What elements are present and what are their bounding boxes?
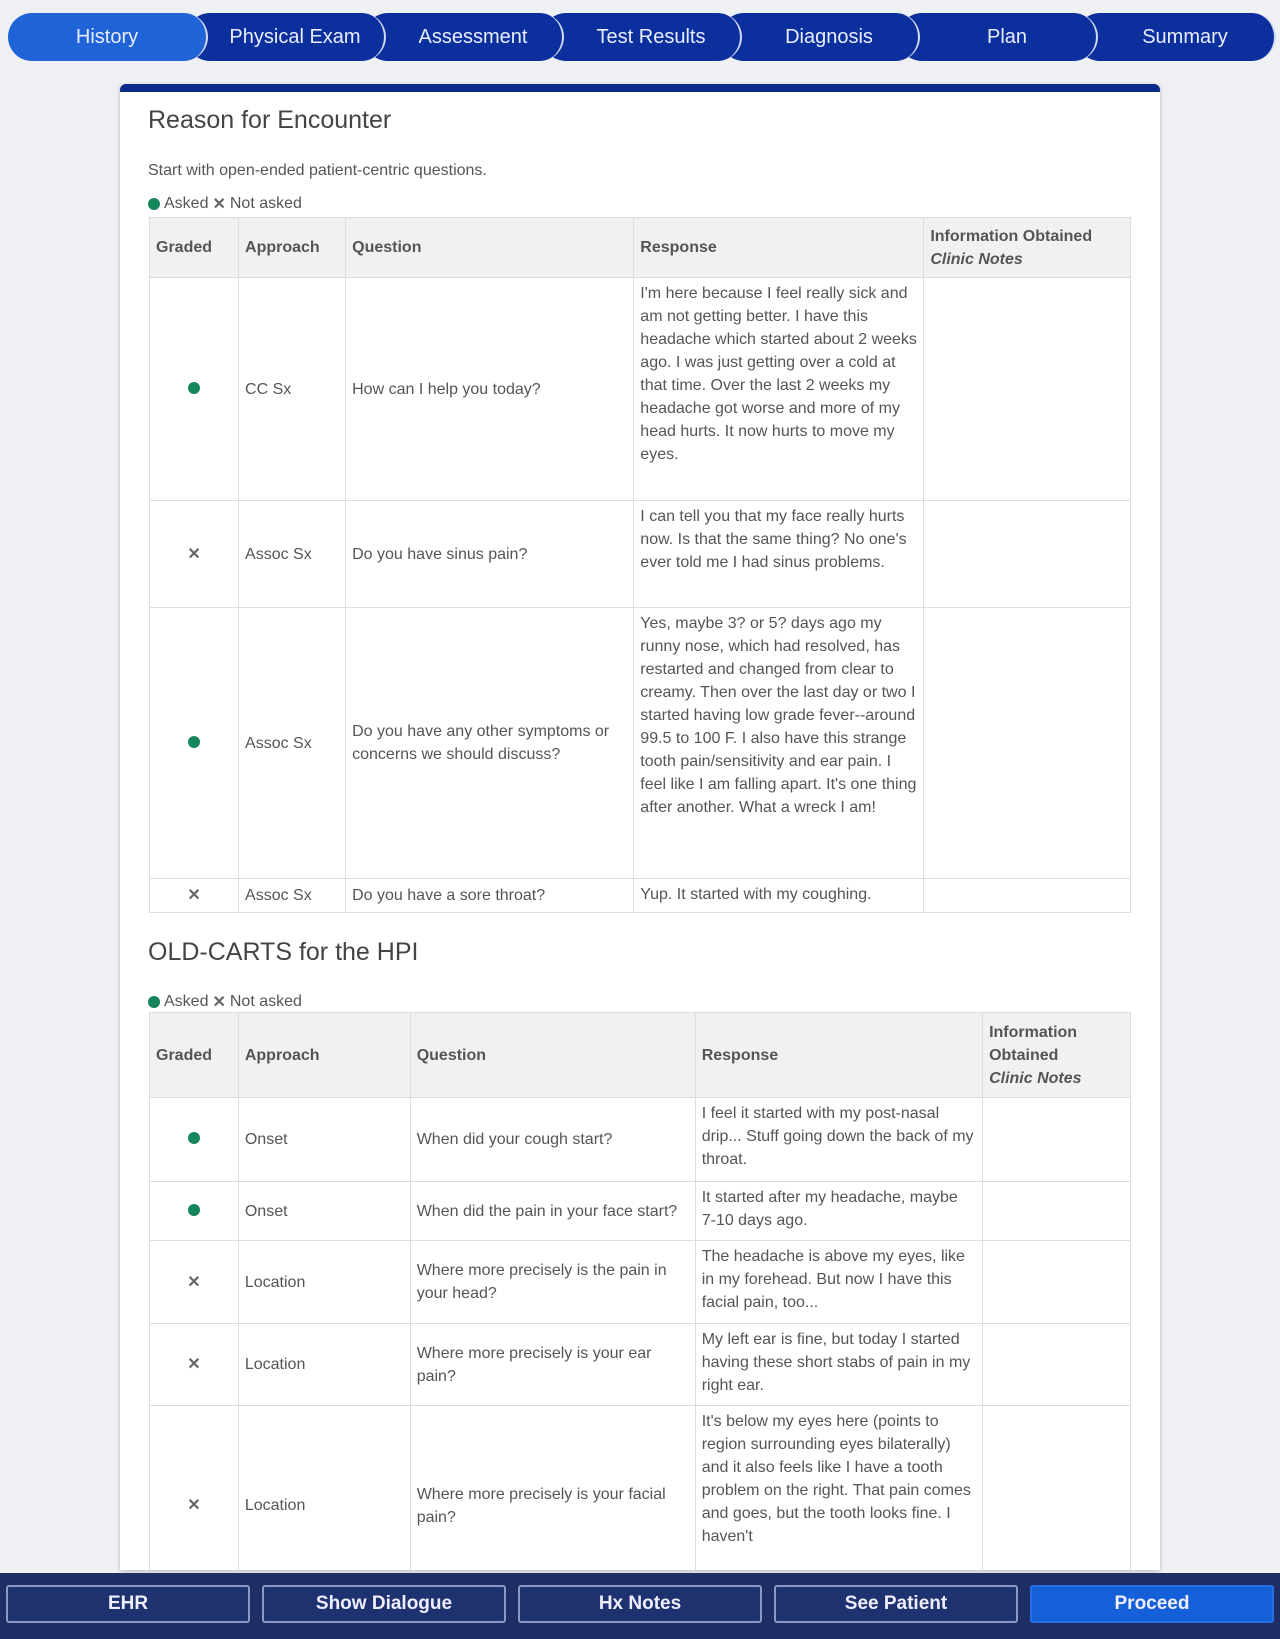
question-cell: Do you have sinus pain? — [346, 501, 634, 608]
table-row — [150, 608, 1131, 879]
question-cell: When did your cough start? — [410, 1098, 695, 1182]
not-asked-x-icon: ✕ — [187, 1273, 201, 1291]
asked-dot-icon — [188, 382, 200, 394]
question-cell: When did the pain in your face start? — [410, 1182, 695, 1241]
question-cell: Do you have any other symptoms or concerns we should discuss? — [346, 608, 634, 879]
column-header: Response — [634, 218, 924, 278]
tab-test-results[interactable]: Test Results — [542, 13, 742, 61]
clinic-notes-cell[interactable] — [983, 1324, 1131, 1406]
table-row — [150, 879, 1131, 913]
column-header: Graded — [150, 1013, 239, 1098]
column-header: Approach — [238, 1013, 410, 1098]
table-row — [150, 1406, 1131, 1571]
not-asked-x-icon: ✕ — [187, 545, 201, 563]
clinic-notes-cell[interactable] — [983, 1098, 1131, 1182]
header-clinic-notes: Clinic Notes — [989, 1069, 1082, 1087]
approach-cell: Onset — [238, 1098, 410, 1182]
tab-assessment[interactable]: Assessment — [364, 13, 564, 61]
legend-asked: Asked — [164, 993, 209, 1010]
bottom-toolbar — [0, 1573, 1280, 1639]
graded-cell — [150, 1406, 239, 1571]
clinic-notes-cell[interactable] — [924, 879, 1131, 913]
response-cell: Yup. It started with my coughing. — [634, 879, 924, 913]
step-tabs — [8, 13, 1272, 63]
clinic-notes-cell[interactable] — [924, 501, 1131, 608]
not-asked-x-icon: ✕ — [212, 994, 226, 1011]
header-info: Information Obtained — [930, 227, 1093, 245]
table-row — [150, 1182, 1131, 1241]
legend-asked: Asked — [164, 195, 209, 212]
question-cell: How can I help you today? — [346, 278, 634, 501]
column-header: Graded — [150, 218, 239, 278]
column-header: Question — [410, 1013, 695, 1098]
graded-cell — [150, 1241, 239, 1324]
not-asked-x-icon: ✕ — [187, 1497, 201, 1514]
section-subtitle: Start with open-ended patient-centric questions. — [148, 162, 487, 179]
graded-cell — [150, 1098, 239, 1182]
tab-physical-exam[interactable]: Physical Exam — [186, 13, 386, 61]
asked-dot-icon — [148, 996, 160, 1008]
asked-dot-icon — [188, 736, 200, 748]
approach-cell: Location — [238, 1324, 410, 1406]
header-clinic-notes: Clinic Notes — [930, 250, 1023, 268]
legend-not-asked: Not asked — [229, 195, 302, 212]
graded-cell — [150, 278, 239, 501]
question-cell: Where more precisely is the pain in your head? — [410, 1241, 695, 1324]
table-row — [150, 278, 1131, 501]
approach-cell: Assoc Sx — [239, 608, 346, 879]
approach-cell: Assoc Sx — [239, 879, 346, 913]
question-cell: Where more precisely is your ear pain? — [410, 1324, 695, 1406]
not-asked-x-icon: ✕ — [212, 196, 226, 213]
header-info: Information Obtained — [989, 1023, 1078, 1064]
tab-plan[interactable]: Plan — [898, 13, 1098, 61]
response-cell: The headache is above my eyes, like in my forehead. But now I have this facial pain, too... — [695, 1241, 982, 1324]
section-title-hpi: OLD-CARTS for the HPI — [148, 938, 419, 966]
column-header: Question — [346, 218, 634, 278]
response-cell: It started after my headache, maybe 7-10 days ago. — [695, 1182, 982, 1241]
approach-cell: Assoc Sx — [239, 501, 346, 608]
response-cell: I'm here because I feel really sick and am not getting better. I have this headache which started about 2 weeks ago. I was just getting over a cold at that time. Over the last 2 weeks my headache got worse and more of my head hurts. It now hurts to move my eyes. — [634, 278, 924, 501]
table-row — [150, 1241, 1131, 1324]
graded-cell — [150, 1324, 239, 1406]
table-header — [150, 218, 1131, 278]
hx-notes-button[interactable]: Hx Notes — [518, 1585, 762, 1623]
clinic-notes-cell[interactable] — [983, 1406, 1131, 1571]
response-cell: I can tell you that my face really hurts now. Is that the same thing? No one's ever told me I had sinus problems. — [634, 501, 924, 608]
table-row — [150, 1324, 1131, 1406]
table-row — [150, 501, 1131, 608]
clinic-notes-cell[interactable] — [924, 608, 1131, 879]
graded-cell — [150, 608, 239, 879]
table-header — [150, 1013, 1131, 1098]
approach-cell: Onset — [238, 1182, 410, 1241]
response-cell: Yes, maybe 3? or 5? days ago my runny nose, which had resolved, has restarted and changed from clear to creamy. Then over the last day or two I started having low grade fever--around 99.5 to 100 F. I also have this strange tooth pain/sensitivity and ear pain. I feel like I am falling apart. It's one thing after another. What a wreck I am! — [634, 608, 924, 879]
approach-cell: Location — [238, 1406, 410, 1571]
legend — [148, 194, 302, 214]
graded-cell — [150, 1182, 239, 1241]
column-header — [983, 1013, 1131, 1098]
approach-cell: Location — [238, 1241, 410, 1324]
not-asked-x-icon: ✕ — [187, 1356, 201, 1373]
response-cell: It's below my eyes here (points to region surrounding eyes bilaterally) and it also feels like I have a tooth problem on the right. That pain comes and goes, but the tooth looks fine. I haven't — [695, 1406, 982, 1571]
reason-table — [149, 217, 1131, 913]
clinic-notes-cell[interactable] — [983, 1241, 1131, 1324]
response-cell: My left ear is fine, but today I started having these short stabs of pain in my right ear. — [695, 1324, 982, 1406]
approach-cell: CC Sx — [239, 278, 346, 501]
asked-dot-icon — [188, 1204, 200, 1216]
proceed-button[interactable]: Proceed — [1030, 1585, 1274, 1623]
hpi-table — [149, 1012, 1131, 1570]
clinic-notes-cell[interactable] — [924, 278, 1131, 501]
show-dialogue-button[interactable]: Show Dialogue — [262, 1585, 506, 1623]
history-card[interactable] — [120, 84, 1160, 1570]
table-row — [150, 1098, 1131, 1182]
not-asked-x-icon: ✕ — [187, 887, 201, 904]
graded-cell — [150, 879, 239, 913]
tab-diagnosis[interactable]: Diagnosis — [720, 13, 920, 61]
legend-hpi — [148, 992, 302, 1012]
response-cell: I feel it started with my post-nasal drip... Stuff going down the back of my throat. — [695, 1098, 982, 1182]
clinic-notes-cell[interactable] — [983, 1182, 1131, 1241]
ehr-button[interactable]: EHR — [6, 1585, 250, 1623]
column-header: Response — [695, 1013, 982, 1098]
tab-history[interactable]: History — [8, 13, 208, 61]
question-cell: Do you have a sore throat? — [346, 879, 634, 913]
legend-not-asked: Not asked — [229, 993, 302, 1010]
section-title: Reason for Encounter — [148, 106, 392, 134]
column-header: Approach — [239, 218, 346, 278]
asked-dot-icon — [148, 198, 160, 210]
question-cell: Where more precisely is your facial pain? — [410, 1406, 695, 1571]
graded-cell — [150, 501, 239, 608]
column-header — [924, 218, 1131, 278]
asked-dot-icon — [188, 1132, 200, 1144]
see-patient-button[interactable]: See Patient — [774, 1585, 1018, 1623]
tab-summary[interactable]: Summary — [1076, 13, 1276, 61]
